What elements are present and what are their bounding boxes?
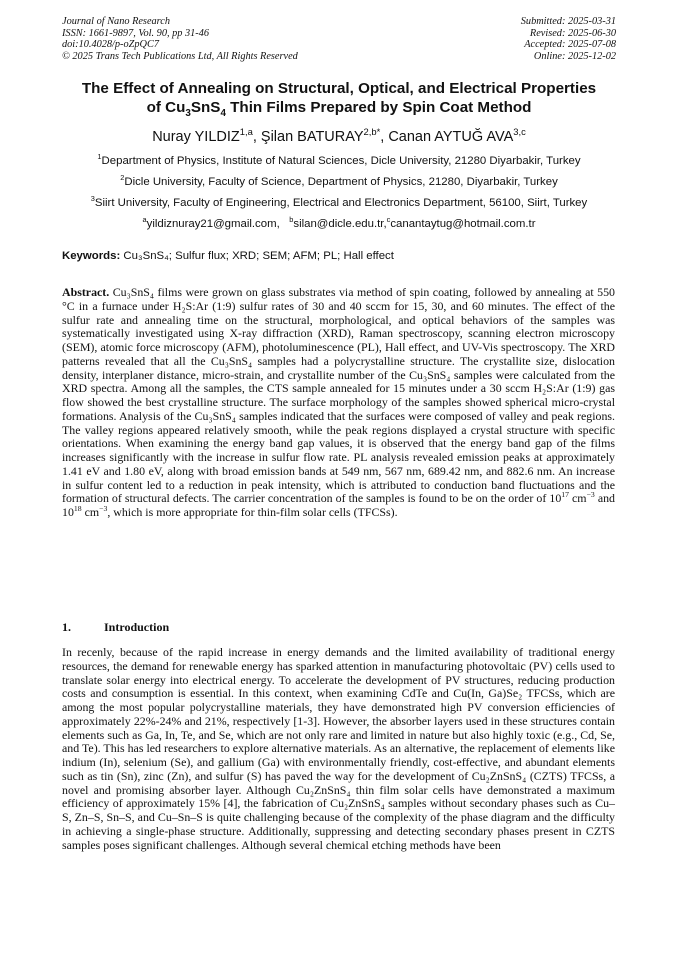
email-mark: c	[386, 215, 391, 224]
email-mark: b	[289, 215, 294, 224]
email-mark: a	[142, 215, 147, 224]
title-subscript: 4	[220, 107, 226, 119]
date-online: Online: 2025-12-02	[533, 50, 616, 62]
journal-header-right	[521, 16, 616, 62]
affiliation-3	[30, 192, 648, 210]
author-name: Canan AYTUĞ AVA	[388, 128, 514, 145]
author-affiliation-mark: 3,c	[513, 126, 526, 137]
author-affiliation-mark: 1,a	[239, 126, 253, 137]
date-accepted: Accepted: 2025-07-08	[524, 39, 616, 51]
date-revised: Revised: 2025-06-30	[529, 27, 616, 39]
title-line-2	[40, 99, 638, 124]
abstract-text: cm	[81, 505, 100, 519]
introduction-paragraph: In recenly, because of the rapid increase in energy demands and the limited availability of traditional energy resources, the demand for renewable energy has sparked attention in manufacturing photovoltaic (PV) cells used to translate solar energy into electrical energy. To accelerate the development of PV structures, reducing production costs and consumption is essential. In this context, when examining CdTe and Cu(In, Ga)Se₂ TFCSs, which are among the most popular polycrystalline materials, they have demonstrated high PV conversion efficiencies of approximately 22%-24% and 21%, respectively [1-3]. However, the absorber layers used in these structures contain elements such as Ga, In, Te, and Se, which are not only rare and limited in nature but also highly toxic (e.g., Cd, Se, and Te). This has led researchers to explore alternative materials. As an alternative, the replacement of elements like indium (In), selenium (Se), and gallium (Ga) with environmentally friendly, cost-effective, and abundant elements such as tin (Sn), zinc (Zn), and sulfur (S) has paved the way for the development of Cu₂ZnSnS₄ (CZTS) TFCSs, a novel and promising absorber layer. Although Cu₂ZnSnS₄ thin film solar cells have demonstrated a maximum efficiency of approximately 15% [4], the fabrication of Cu₂ZnSnS₄ samples without secondary phases such as Cu–S, Zn–S, Sn–S, and Cu–Sn–S is quite challenging because of the complexity of the phase diagram and the difficulty in achieving a single-phase structure. Additionally, suppressing and detecting secondary phases present in CZTS samples poses significant challenges. Although several chemical etching methods have been	[62, 645, 615, 852]
journal-copyright: © 2025 Trans Tech Publications Ltd, All Rights Reserved	[62, 50, 298, 62]
date-submitted: Submitted: 2025-03-31	[520, 16, 616, 27]
author-name: Şilan BATURAY	[260, 128, 364, 145]
author-separator: ,	[252, 128, 261, 145]
author-separator: ,	[380, 128, 389, 145]
affiliation-text: Dicle University, Faculty of Science, Department of Physics, 21280, Diyarbakir, Turkey	[124, 175, 558, 188]
affiliation-1	[30, 150, 648, 168]
abstract-text: Cu₃SnS₄ films were grown on glass substrates via method of spin coating, followed by annealing at 550 °C in a furnace under H₂S:Ar (1:9) sulfur rates of 30 and 40 sccm for 15, 30, and 60 minutes. The effect of the sulfur rate and annealing time on the structural, morphological, and optical behaviors of the samples was systematically investigated using X-ray diffraction (XRD), Raman spectroscopy, scanning electron microscopy (SEM), atomic force microscopy (AFM), photoluminescence (PL), Hall effect, and UV-Vis spectroscopy. The XRD patterns revealed that all the Cu₃SnS₄ samples had a polycrystalline structure. The crystallite size, dislocation density, interplaner distance, micro-strain, and crystallite number of the Cu₃SnS₄ samples were calculated from the XRD spectra. Among all the samples, the CTS sample annealed for 15 minutes under a 30 sccm H₂S:Ar (1:9) gas flow showed the best crystalline structure. The surface morphology of the samples showed spherical micro-crystal formations. Analysis of the Cu₃SnS₄ samples indicated that the surfaces were composed of valley and peak regions. The valley regions appeared relatively smooth, while the peak regions displayed a crystal structure with specific orientations. When examining the energy band gap values, it is observed that the energy band gap of the films increases significantly with the increase in sulfur flow rate. PL analysis revealed emission peaks at approximately 1.41 eV and 1.80 eV, along with broad emission bands at 549 nm, 567 nm, 689.42 nm, and 882.6 nm. An increase in sulfur content led to a reduction in peak intensity, which is attributed to conduction band fluctuations and the formation of structural defects. The carrier concentration of the samples is found to be on the order of 10	[62, 285, 615, 506]
abstract-text: and 10	[62, 491, 615, 519]
author-name: Nuray YILDIZ	[152, 128, 240, 145]
journal-header-left	[62, 16, 298, 62]
email-link[interactable]: yildiznuray21@gmail.com,	[146, 217, 280, 230]
exponent: −3	[99, 504, 108, 514]
title-text: Thin Films Prepared by Spin Coat Method	[225, 98, 532, 116]
abstract-label: Abstract.	[62, 285, 110, 299]
affiliation-text: Department of Physics, Institute of Natural Sciences, Dicle University, 21280 Diyarbakir, Turkey	[101, 154, 581, 167]
keywords	[62, 249, 622, 263]
author-affiliation-mark: 2,b*	[363, 126, 381, 137]
affiliation-mark: 1	[97, 152, 102, 161]
affiliation-2	[30, 171, 648, 189]
journal-issn: ISSN: 1661-9897, Vol. 90, pp 31-46	[62, 27, 210, 39]
paper-title	[40, 80, 638, 123]
affiliation-mark: 2	[120, 173, 125, 182]
journal-name: Journal of Nano Research	[62, 16, 171, 27]
abstract-text: , which is more appropriate for thin-film solar cells (TFCSs).	[107, 505, 398, 519]
email-link[interactable]: canantaytug@hotmail.com.tr	[390, 217, 536, 230]
abstract	[62, 286, 615, 520]
email-link[interactable]: silan@dicle.edu.tr,	[293, 217, 387, 230]
affiliation-mark: 3	[90, 194, 95, 203]
title-line-1: The Effect of Annealing on Structural, Optical, and Electrical Properties	[81, 80, 597, 97]
abstract-text: cm	[568, 491, 587, 506]
section-title: Introduction	[104, 620, 170, 634]
section-number: 1.	[62, 620, 71, 634]
affiliation-text: Siirt University, Faculty of Engineering, Electrical and Electronics Department, 56100, Siirt, Turkey	[94, 196, 588, 209]
journal-doi: doi:10.4028/p-oZpQC7	[62, 39, 159, 51]
author-list	[40, 123, 638, 146]
title-subscript: 3	[185, 107, 191, 119]
exponent: −3	[586, 490, 595, 500]
exponent: 18	[73, 504, 82, 514]
keywords-text: Cu₃SnS₄; Sulfur flux; XRD; SEM; AFM; PL; Hall effect	[120, 250, 394, 262]
author-emails	[40, 213, 638, 231]
keywords-label: Keywords:	[62, 250, 121, 262]
section-heading-introduction	[62, 620, 169, 635]
exponent: 17	[561, 490, 569, 500]
title-text: SnS	[190, 98, 221, 116]
title-text: of Cu	[146, 98, 186, 116]
